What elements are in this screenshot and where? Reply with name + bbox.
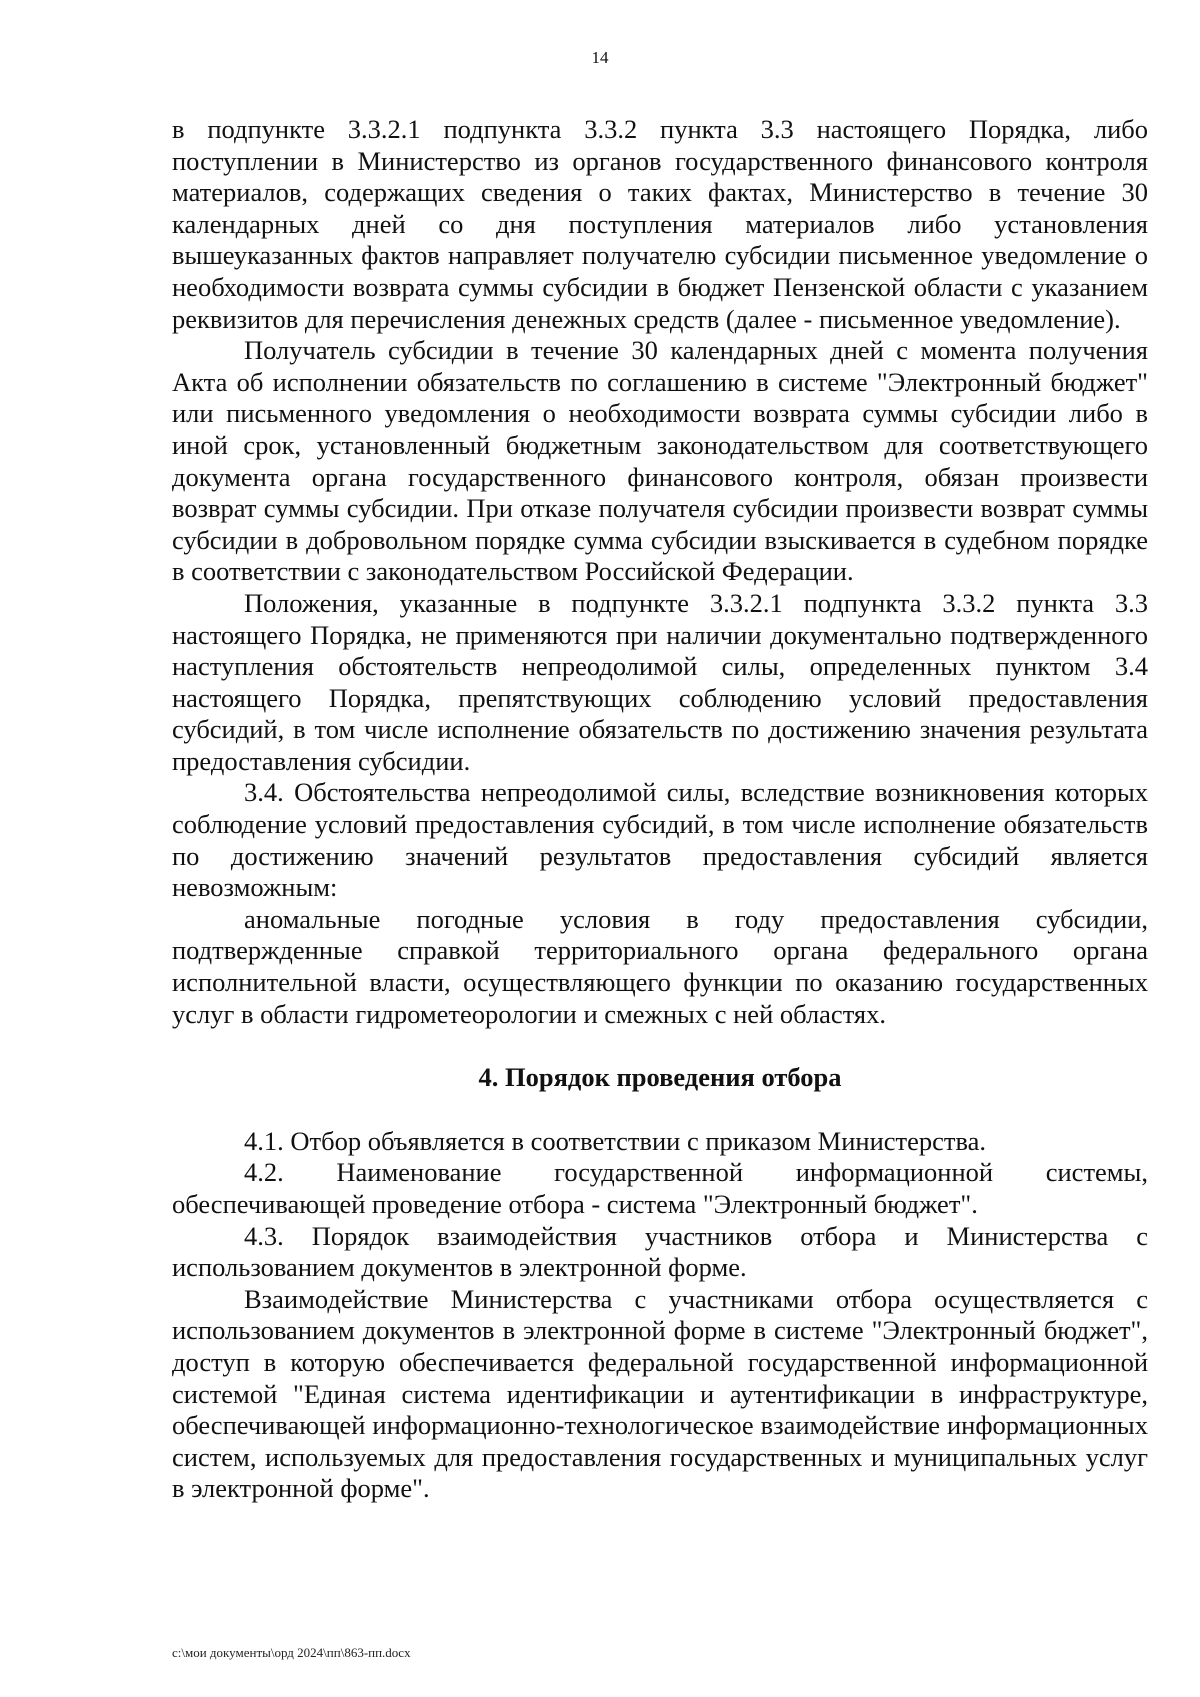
paragraph: аномальные погодные условия в году предоставления субсидии, подтвержденные справкой территориального органа федерального органа исполнительной власти, осуществляющего функции по оказанию государственных услуг в области гидрометеорологии и смежных с ней областях. <box>172 903 1148 1029</box>
paragraph: 3.4. Обстоятельства непреодолимой силы, вследствие возникновения которых соблюдение условий предоставления субсидий, в том числе исполнение обязательств по достижению значений результатов предоставления субсидий является невозможным: <box>172 777 1148 903</box>
paragraph: Положения, указанные в подпункте 3.3.2.1 подпункта 3.3.2 пункта 3.3 настоящего Порядка, не применяются при наличии документально подтвержденного наступления обстоятельств непреодолимой силы, определенных пунктом 3.4 настоящего Порядка, препятствующих соблюдению условий предоставления субсидий, в том числе исполнение обязательств по достижению значения результата предоставления субсидии. <box>172 587 1148 776</box>
page-number: 14 <box>591 48 609 67</box>
section-heading: 4. Порядок проведения отбора <box>478 1062 842 1093</box>
paragraph: Взаимодействие Министерства с участниками отбора осуществляется с использованием документов в электронной форме в системе "Электронный бюджет", доступ в которую обеспечивается федеральной государственной информационной системой "Единая система идентификации и аутентификации в инфраструктуре, обеспечивающей информационно-технологическое взаимодействие информационных систем, используемых для предоставления государственных и муниципальных услуг в электронной форме". <box>172 1283 1148 1504</box>
document-body <box>172 114 1148 1505</box>
paragraph: 4.3. Порядок взаимодействия участников отбора и Министерства с использованием документов в электронной форме. <box>172 1220 1148 1283</box>
footer-file-path: c:\мои документы\орд 2024\пп\863-пп.docx <box>172 1645 411 1660</box>
paragraph: 4.2. Наименование государственной информационной системы, обеспечивающей проведение отбора - система "Электронный бюджет". <box>172 1157 1148 1219</box>
paragraph: 4.1. Отбор объявляется в соответствии с приказом Министерства. <box>244 1125 987 1156</box>
paragraph: Получатель субсидии в течение 30 календарных дней с момента получения Акта об исполнении обязательств по соглашению в системе "Электронный бюджет" или письменного уведомления о необходимости возврата суммы субсидии либо в иной срок, установленный бюджетным законодательством для соответствующего документа органа государственного финансового контроля, обязан произвести возврат суммы субсидии. При отказе получателя субсидии произвести возврат суммы субсидии в добровольном порядке сумма субсидии взыскивается в судебном порядке в соответствии с законодательством Российской Федерации. <box>172 335 1148 587</box>
paragraph: в подпункте 3.3.2.1 подпункта 3.3.2 пункта 3.3 настоящего Порядка, либо поступлении в Министерство из органов государственного финансового контроля материалов, содержащих сведения о таких фактах, Министерство в течение 30 календарных дней со дня поступления материалов либо установления вышеуказанных фактов направляет получателю субсидии письменное уведомление о необходимости возврата суммы субсидии в бюджет Пензенской области с указанием реквизитов для перечисления денежных средств (далее - письменное уведомление). <box>172 114 1148 334</box>
